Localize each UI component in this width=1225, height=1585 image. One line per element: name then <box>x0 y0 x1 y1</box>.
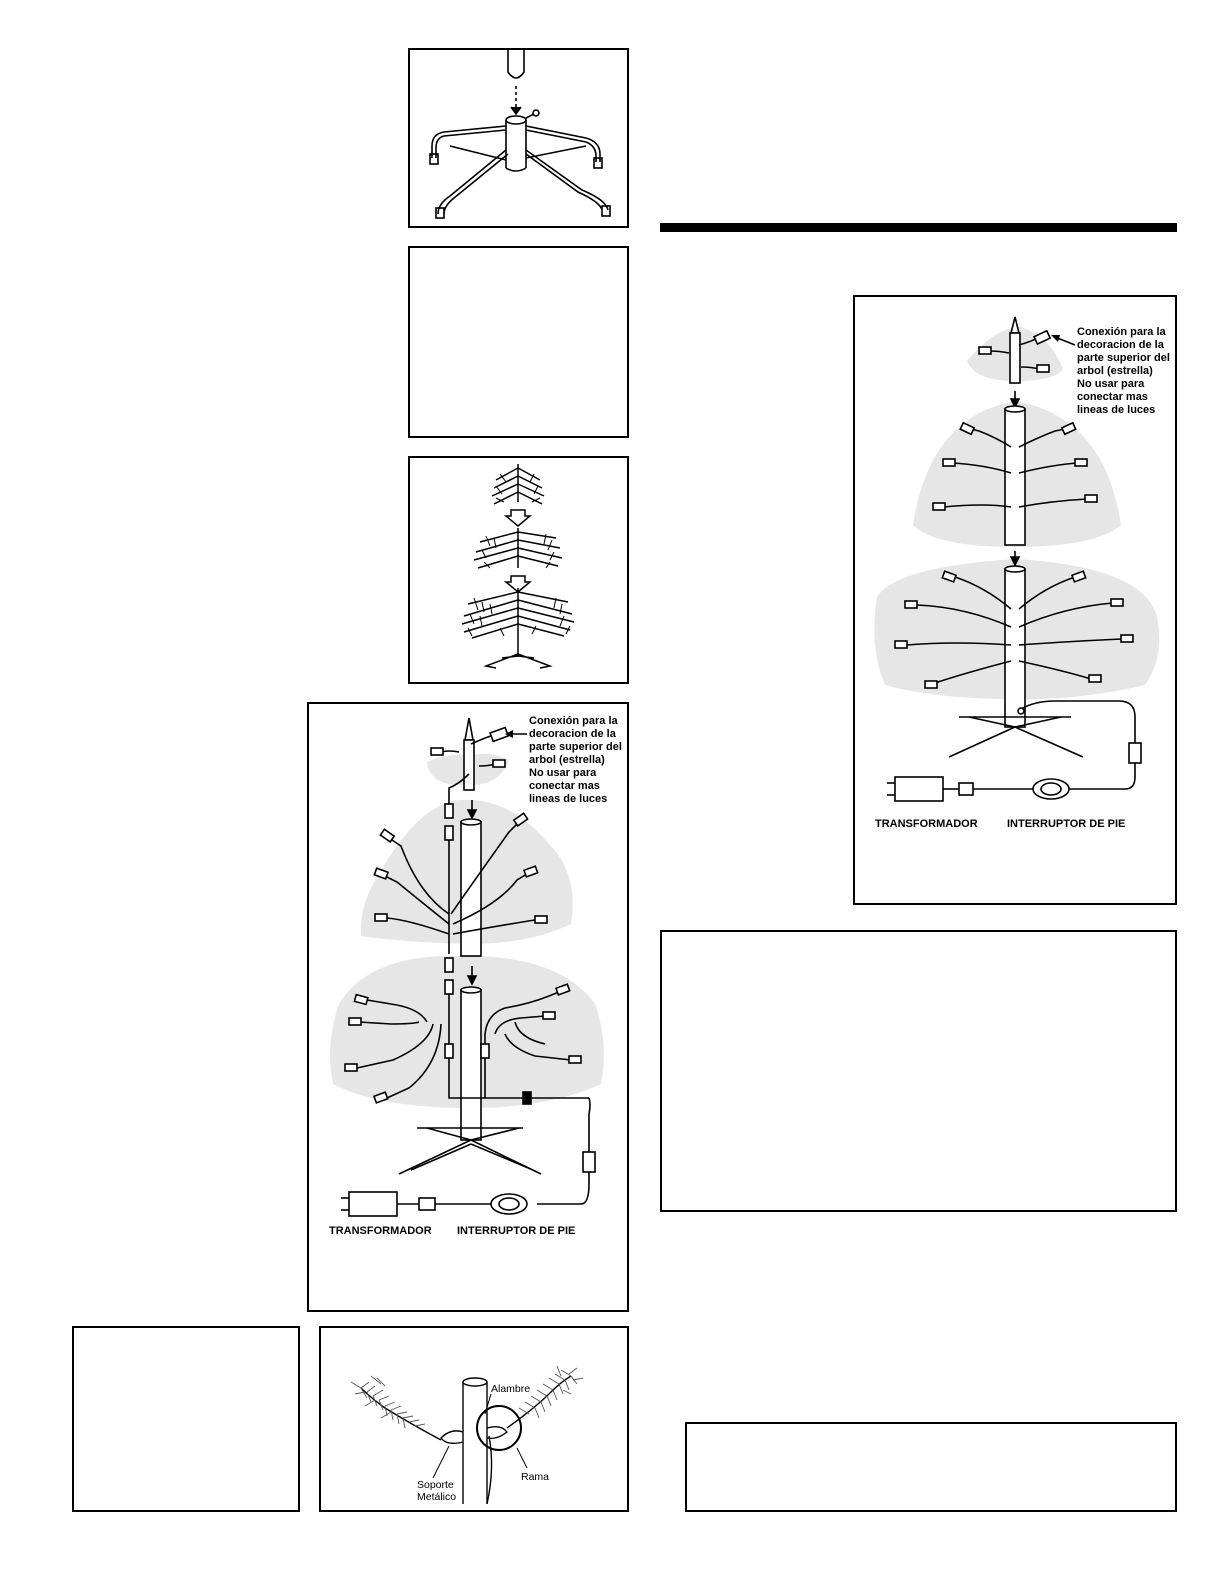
no-extra-lights-warning-line1: No usar para <box>529 767 597 779</box>
no-extra-lights-warning-line3: lineas de luces <box>529 793 608 805</box>
stand-assembly-figure <box>408 48 629 228</box>
wire-label: Alambre <box>491 1383 531 1395</box>
tree-sections-illustration <box>410 458 627 682</box>
alt-no-extra-lights-warning-line2: conectar mas <box>1077 391 1148 403</box>
lighting-wiring-diagram <box>309 704 627 1310</box>
transformer-label: TRANSFORMADOR <box>329 1225 432 1237</box>
topper-connection-note-line4: arbol (estrella) <box>529 754 605 766</box>
alt-topper-connection-note-line2: decoracion de la <box>1077 339 1164 351</box>
alt-no-extra-lights-warning-line1: No usar para <box>1077 378 1145 390</box>
no-extra-lights-warning-line2: conectar mas <box>529 780 600 792</box>
metal-support-label-line1: Soporte <box>417 1479 454 1491</box>
alt-foot-switch-label: INTERRUPTOR DE PIE <box>1007 818 1126 830</box>
blank-note-box <box>72 1326 300 1512</box>
alt-topper-connection-note-line4: arbol (estrella) <box>1077 365 1153 377</box>
alt-no-extra-lights-warning-line3: lineas de luces <box>1077 404 1156 416</box>
branch-label: Rama <box>521 1471 550 1483</box>
blank-figure-box <box>408 246 629 438</box>
lighting-connection-figure-alt <box>853 295 1177 905</box>
lighting-connection-figure <box>307 702 629 1312</box>
alt-topper-connection-note-line1: Conexión para la <box>1077 326 1166 338</box>
alt-topper-connection-note-line3: parte superior del <box>1077 352 1170 364</box>
topper-connection-note-line2: decoracion de la <box>529 728 616 740</box>
alt-transformer-label: TRANSFORMADOR <box>875 818 978 830</box>
sections-assembly-figure <box>408 456 629 684</box>
topper-connection-note-line1: Conexión para la <box>529 715 618 727</box>
blank-text-panel <box>660 930 1177 1212</box>
branch-hook-illustration <box>321 1328 627 1510</box>
blank-footer-panel <box>685 1422 1177 1512</box>
metal-support-label-line2: Metálico <box>417 1491 457 1503</box>
foot-switch-label: INTERRUPTOR DE PIE <box>457 1225 576 1237</box>
branch-attachment-figure <box>319 1326 629 1512</box>
section-divider <box>660 223 1177 232</box>
stand-assembly-illustration <box>410 50 627 226</box>
topper-connection-note-line3: parte superior del <box>529 741 622 753</box>
lighting-wiring-diagram-alt <box>855 297 1175 903</box>
